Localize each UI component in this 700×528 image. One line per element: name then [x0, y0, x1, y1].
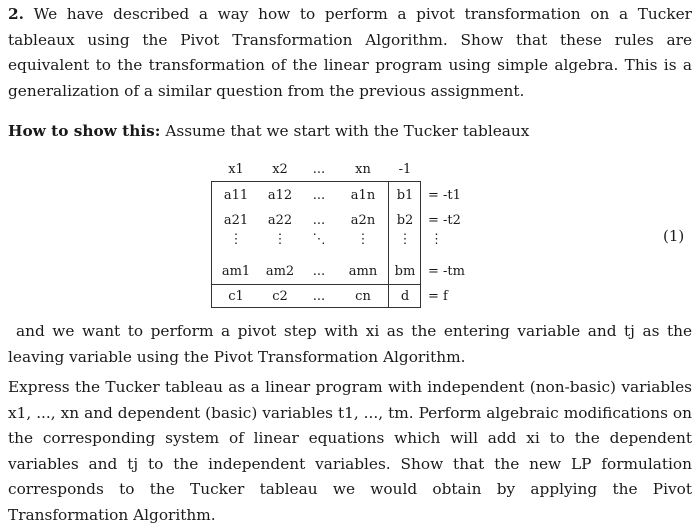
cell-a12: a12 [267, 188, 293, 203]
vdots-col2: ⋮ [273, 232, 287, 247]
vdots-coln: ⋮ [356, 232, 370, 247]
header-xn: xn [355, 162, 371, 177]
cell-a22: a22 [267, 213, 293, 228]
last-equals-f: = f [428, 289, 448, 304]
cell-b2: b2 [396, 213, 414, 228]
cell-last-dots: ... [312, 289, 326, 304]
vdots-col1: ⋮ [229, 232, 243, 247]
rowm-equals-tm: = -tm [428, 264, 465, 279]
vdots-t: ⋮ [430, 232, 443, 247]
tableau-left-border [211, 181, 212, 308]
pivot-paragraph [8, 319, 692, 370]
cell-c1: c1 [228, 289, 244, 304]
cell-a2n: a2n [350, 213, 376, 228]
cell-cn: cn [355, 289, 371, 304]
cell-a21: a21 [223, 213, 249, 228]
pivot-text: and we want to perform a pivot step with xi as the entering variable and tj as the leaving variable using the Pivot Transformation Algorithm. [8, 322, 692, 366]
express-paragraph [8, 375, 692, 528]
how-to-heading: How to show this: [8, 122, 161, 140]
cell-am1: am1 [221, 264, 251, 279]
header-x2: x2 [272, 162, 288, 177]
cell-a1n: a1n [350, 188, 376, 203]
ddots: ⋱ [312, 232, 326, 247]
header-minus-one: -1 [398, 162, 412, 177]
header-x1: x1 [228, 162, 244, 177]
problem-number: 2. [8, 5, 24, 23]
tableau-bottom-border [211, 307, 421, 308]
tableau-top-border [211, 181, 421, 182]
express-text: Express the Tucker tableau as a linear program with independent (non-basic) variables x1, ..., xn and dependent (basic) variables t1, ..., tm. Perform algebraic modifications on the corresponding system of linear equations which will add xi to the dependent variables and tj to the independent variables. Show that the new LP formulation corresponds to the Tucker tableau we would obtain by applying the Pivot Transformation Algorithm. [8, 378, 692, 524]
cell-row2-dots: ... [312, 213, 326, 228]
problem-intro: We have described a way how to perform a pivot transformation on a Tucker tableaux using the Pivot Transformation Algorithm. Show that these rules are equivalent to the transformation of the linear program using simple algebra. This is a generalization of a similar question from the previous assignment. [8, 5, 692, 100]
cell-amn: amn [348, 264, 378, 279]
cell-bm: bm [394, 264, 416, 279]
row2-equals-t2: = -t2 [428, 213, 461, 228]
cell-rowm-dots: ... [312, 264, 326, 279]
cell-d: d [400, 289, 410, 304]
cell-c2: c2 [272, 289, 288, 304]
equation-number: (1) [663, 227, 685, 245]
cell-am2: am2 [265, 264, 295, 279]
cell-a11: a11 [223, 188, 249, 203]
cell-b1: b1 [396, 188, 414, 203]
cell-row1-dots: ... [312, 188, 326, 203]
header-dots: ... [312, 162, 326, 177]
how-to-text: Assume that we start with the Tucker tableaux [165, 122, 530, 140]
tableau-separator [211, 284, 421, 285]
vdots-b: ⋮ [398, 232, 412, 247]
row1-equals-t1: = -t1 [428, 188, 461, 203]
